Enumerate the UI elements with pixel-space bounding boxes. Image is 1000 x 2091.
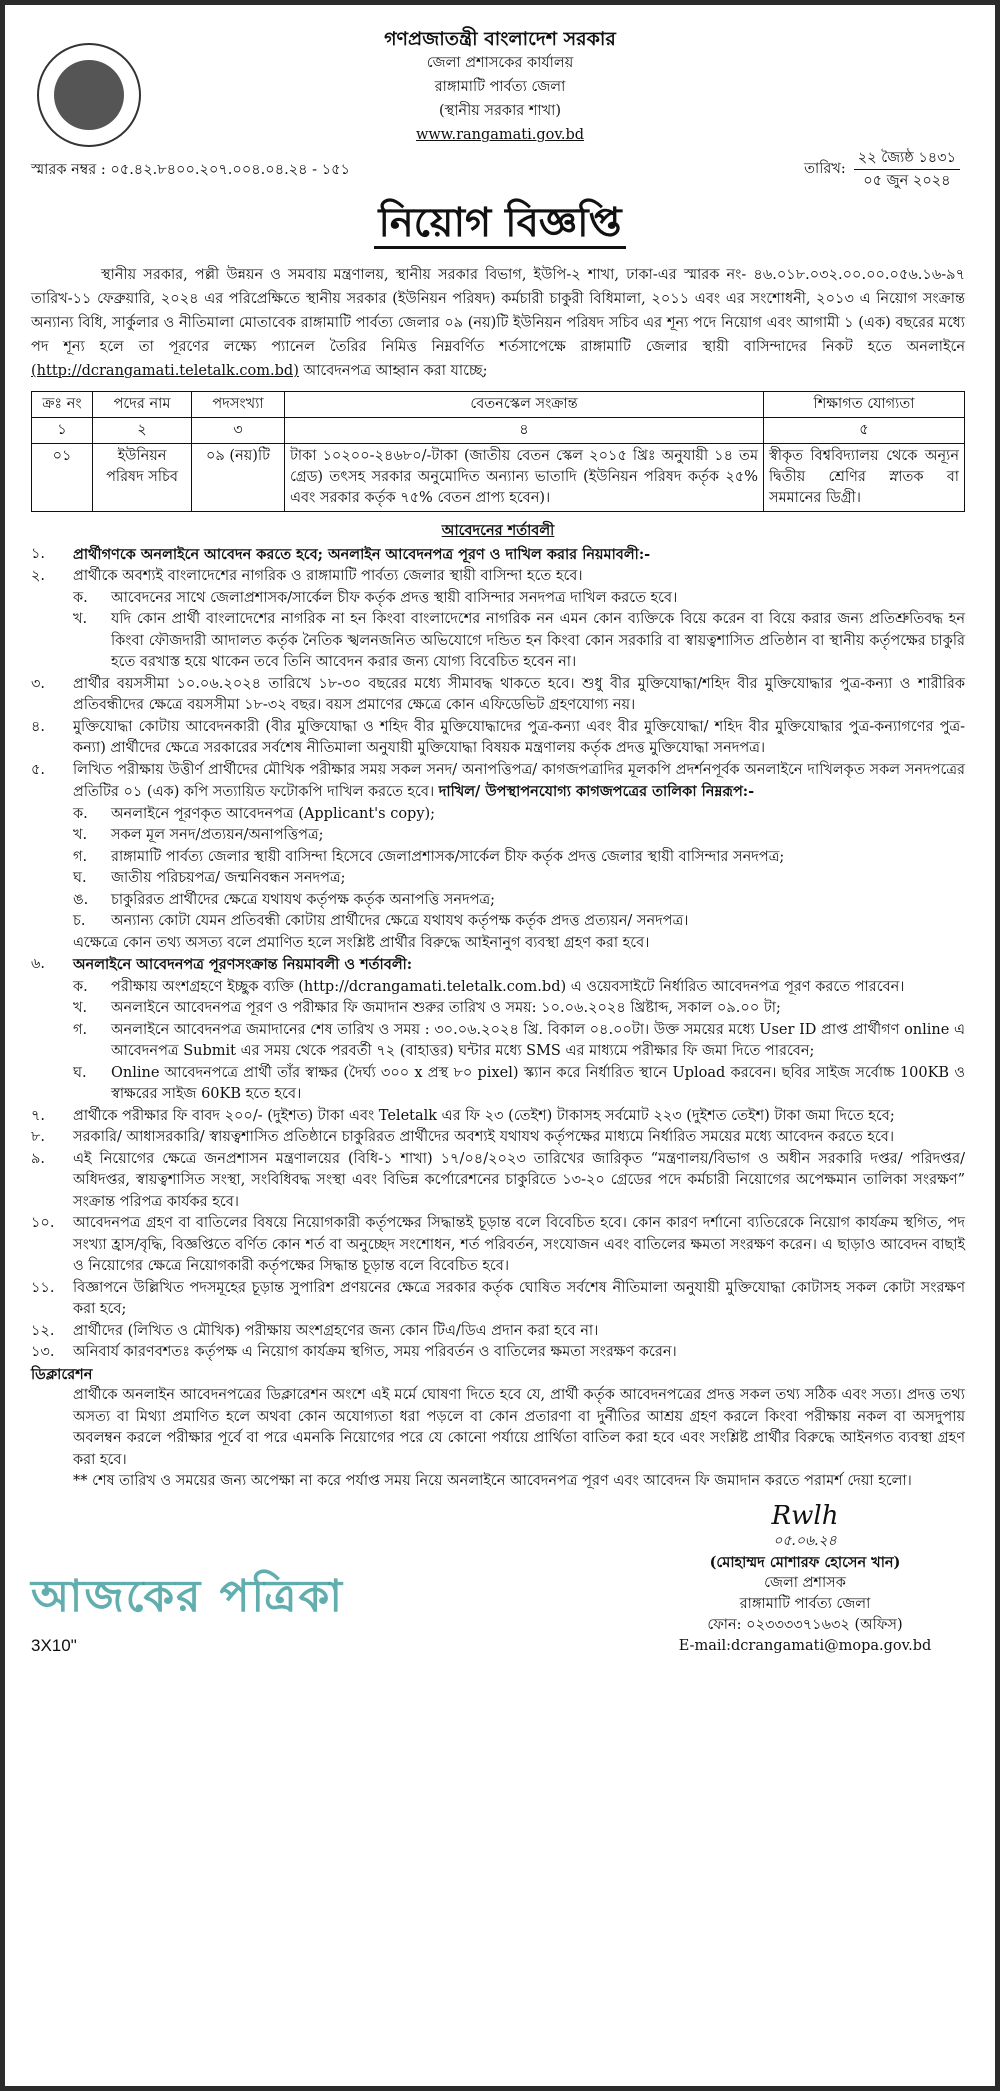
- declaration-text: প্রার্থীকে অনলাইন আবেদনপত্রের ডিক্লারেশন অংশে এই মর্মে ঘোষণা দিতে হবে যে, প্রার্থী কর্তৃক আবেদনপত্রের প্রদত্ত সকল তথ্য সঠিক এবং সত্য। প্রদত্ত তথ্য অসত্য বা মিথ্যা প্রমাণিত হলে অথবা কোন অযোগ্যতা ধরা পড়লে বা কোন প্রতারণা বা দুর্নীতির আশ্রয় গ্রহণ করলে কিংবা পরীক্ষায় নকল বা অসদুপায় অবলম্বন করলে পরীক্ষার পূর্বে বা পরে এমনকি নিয়োগের পরে যে কোনো পর্যায়ে প্রার্থিতা বাতিল করা হবে এবং সংশ্লিষ্ট প্রার্থীর বিরুদ্ধে আইনগত ব্যবস্থা গ্রহণ করা হবে।: [73, 1387, 965, 1468]
- intro-paragraph: [31, 263, 965, 383]
- notice-body: [31, 263, 965, 1657]
- sub-item: [73, 609, 965, 674]
- item-number: ৬.: [31, 956, 46, 972]
- sub-item: [73, 1020, 965, 1063]
- district-name: রাঙ্গামাটি পার্বত্য জেলা: [434, 79, 566, 95]
- item-text: প্রার্থীর বয়সসীমা ১০.০৬.২০২৪ তারিখে ১৮-৩০ বছরের মধ্যে সীমাবদ্ধ থাকতে হবে। শুধু বীর মুক্তিযোদ্ধা/শহিদ বীর মুক্তিযোদ্ধার পুত্র-কন্যা ও শারীরিক প্রতিবন্ধীদের ক্ষেত্রে বয়সসীমা ১৮-৩২ বছর। বয়স প্রমাণের ক্ষেত্রে কোন এফিডেভিট গ্রহণযোগ্য নয়।: [73, 675, 965, 713]
- sub-label: খ.: [73, 1000, 88, 1016]
- condition-item: [31, 760, 965, 955]
- signatory-name: (মোহাম্মদ মোশারফ হোসেন খান): [709, 1553, 901, 1571]
- table-index-row: [32, 418, 965, 444]
- date-bangla: ২২ জ্যৈষ্ঠ ১৪৩১: [854, 147, 960, 170]
- index-cell: ৩: [192, 418, 285, 444]
- sub-label: ঘ.: [73, 1064, 87, 1081]
- item-number: ১৩.: [31, 1344, 55, 1360]
- condition-item: [31, 674, 965, 717]
- government-seal-icon: [37, 43, 141, 147]
- item-text: প্রার্থীগণকে অনলাইনে আবেদন করতে হবে; অনলাইন আবেদনপত্র পূরণ ও দাখিল করার নিয়মাবলী:-: [73, 545, 651, 563]
- signatory-designation: জেলা প্রশাসক: [764, 1574, 846, 1591]
- sub-label: ঘ.: [73, 870, 87, 886]
- item-number: ৩.: [31, 675, 46, 692]
- sub-text: Online আবেদনপত্রে প্রার্থী তাঁর স্বাক্ষর (দৈর্ঘ্য ৩০০ x প্রস্থ ৮০ pixel) স্ক্যান করে নির্ধারিত স্থানে Upload করবেন। ছবির সাইজ সর্বোচ্চ 100KB ও স্বাক্ষরের সাইজ 60KB হতে হবে।: [111, 1064, 965, 1102]
- intro-tail: আবেদনপত্র আহ্বান করা যাচ্ছে;: [298, 363, 488, 379]
- page-title: [5, 197, 995, 258]
- sub-label: ক.: [73, 805, 88, 822]
- watermark: আজকের পত্রিকা: [31, 1570, 344, 1622]
- sub-item: [73, 825, 965, 847]
- sub-label: গ.: [73, 848, 88, 865]
- item-note: এক্ষেত্রে কোন তথ্য অসত্য বলে প্রমাণিত হলে সংশ্লিষ্ট প্রার্থীর বিরুদ্ধে আইনানুগ ব্যবস্থা গ্রহণ করা হবে।: [73, 934, 650, 951]
- condition-item: [31, 566, 965, 674]
- item-number: ১০.: [31, 1215, 55, 1231]
- condition-item: [31, 954, 965, 1106]
- email-address[interactable]: E-mail:dcrangamati@mopa.gov.bd: [678, 1637, 932, 1654]
- advice-text: ** শেষ তারিখ ও সময়ের জন্য অপেক্ষা না করে পর্যাপ্ত সময় নিয়ে অনলাইনে আবেদনপত্র পূরণ এবং আবেদন ফি জমাদান করতে পরামর্শ দেয়া হলো।: [73, 1473, 912, 1489]
- condition-item: [31, 1321, 965, 1343]
- conditions-section: [31, 520, 965, 1493]
- col-post-count: পদসংখ্যা: [192, 392, 285, 418]
- teletalk-link[interactable]: (http://dcrangamati.teletalk.com.bd): [31, 363, 299, 379]
- signature-block: [645, 1501, 965, 1657]
- condition-item: [31, 544, 965, 567]
- sub-label: ঙ.: [73, 891, 89, 908]
- sub-label: গ.: [73, 1021, 88, 1038]
- sub-item: [73, 1063, 965, 1106]
- sub-text: আবেদনের সাথে জেলাপ্রশাসক/সার্কেল চীফ কর্তৃক প্রদত্ত স্থায়ী বাসিন্দার সনদপত্র দাখিল করতে হবে।: [111, 589, 678, 606]
- sub-item: [73, 868, 965, 890]
- index-cell: ১: [32, 418, 93, 444]
- sub-text: যদি কোন প্রার্থী বাংলাদেশের নাগরিক না হন কিংবা বাংলাদেশের নাগরিক নন এমন কোন ব্যক্তিকে বিয়ে করেন বা বিয়ে করার জন্য প্রতিশ্রুতিবদ্ধ হন কিংবা ফৌজদারী আদালত কর্তৃক নৈতিক স্খলনজনিত অভিযোগে দন্ডিত হন কিংবা কোন সরকারি বা স্বায়ত্বশাসিত প্রতিষ্ঠান বা স্থানীয় কর্তৃপক্ষের চাকুরি হতে বরখাস্ত হয়ে থাকেন তবে তিনি আবেদন করার জন্য যোগ্য বিবেচিত হবেন না।: [111, 611, 965, 670]
- ad-size: 3X10": [31, 1635, 77, 1655]
- sub-label: ক.: [73, 589, 88, 606]
- phone-number: ফোন: ০২৩৩৩৩৭১৬৩২ (অফিস): [707, 1616, 903, 1633]
- condition-item: [31, 1149, 965, 1214]
- item-number: ৭.: [31, 1107, 46, 1124]
- signature-date: ০৫.০৬.২৪: [773, 1532, 837, 1549]
- sub-text: চাকুরিরত প্রার্থীদের ক্ষেত্রে যথাযথ কর্তৃপক্ষ কর্তৃক অনাপত্তি সনদপত্র;: [111, 891, 495, 908]
- date-english: ০৫ জুন ২০২৪: [863, 173, 951, 189]
- memo-number: স্মারক নম্বর : ০৫.৪২.৮৪০০.২০৭.০০৪.০৪.২৪ - ১৫১: [31, 162, 350, 178]
- item-text: প্রার্থীদের (লিখিত ও মৌখিক) পরীক্ষায় অংশগ্রহণের জন্য কোন টিএ/ডিএ প্রদান করা হবে না।: [73, 1322, 599, 1339]
- item-number: ১.: [31, 545, 46, 562]
- condition-item: [31, 1106, 965, 1128]
- col-pay-scale: বেতনস্কেল সংক্রান্ত: [285, 392, 764, 418]
- sub-item: [73, 804, 965, 826]
- item-bold-text: দাখিল/ উপস্থাপনযোগ্য কাগজপত্রের তালিকা নিম্নরূপ:-: [438, 783, 755, 800]
- condition-item: [31, 1213, 965, 1278]
- condition-item: [31, 1127, 965, 1149]
- conditions-heading: আবেদনের শর্তাবলী: [441, 522, 555, 539]
- item-text: সরকারি/ আধাসরকারি/ স্বায়ত্বশাসিত প্রতিষ্ঠানে চাকুরিরত প্রার্থীদের অবশ্যই যথাযথ কর্তৃপক্ষের মাধ্যমে নির্ধারিত সময়ের মধ্যে আবেদন করতে হবে।: [73, 1129, 895, 1145]
- sub-text: অনলাইনে আবেদনপত্র পূরণ ও পরীক্ষার ফি জমাদান শুরুর তারিখ ও সময়: ১০.০৬.২০২৪ খ্রিষ্টাব্দ, সকাল ০৯.০০ টা;: [111, 1000, 781, 1016]
- government-name: গণপ্রজাতন্ত্রী বাংলাদেশ সরকার: [384, 28, 616, 50]
- office-name: জেলা প্রশাসকের কার্যালয়: [426, 55, 574, 71]
- sub-text: জাতীয় পরিচয়পত্র/ জন্মনিবন্ধন সনদপত্র;: [111, 870, 346, 886]
- item-number: ১২.: [31, 1322, 55, 1339]
- sub-item: [73, 588, 965, 610]
- sub-item: [73, 847, 965, 869]
- col-qualification: শিক্ষাগত যোগ্যতা: [764, 392, 965, 418]
- item-number: ৮.: [31, 1129, 46, 1145]
- sub-text: অনলাইনে আবেদনপত্র জমাদানের শেষ তারিখ ও সময় : ৩০.০৬.২০২৪ খ্রি. বিকাল ০৪.০০টা। উক্ত সময়ের মধ্যে User ID প্রাপ্ত প্রার্থীগণ online এ আবেদনপত্র Submit এর সময় থেকে পরবর্তী ৭২ (বাহাত্তর) ঘন্টার মধ্যে SMS এর মাধ্যমে পরীক্ষার ফি জমা দিতে পারবেন;: [111, 1021, 965, 1059]
- item-text: লিখিত পরীক্ষায় উত্তীর্ণ প্রার্থীদের মৌখিক পরীক্ষার সময় সকল সনদ/ অনাপত্তিপত্র/ কাগজপত্রাদির মূলকপি প্রদর্শনপূর্বক অনলাইনে দাখিলকৃত সকল সনদপত্রের প্রতিটির ০১ (এক) কপি সত্যায়িত ফটোকপি দাখিল করতে হবে।: [73, 761, 965, 800]
- sub-label: খ.: [73, 827, 88, 843]
- item-text: এই নিয়োগের ক্ষেত্রে জনপ্রশাসন মন্ত্রণালয়ের (বিধি-১ শাখা) ১৭/০৪/২০২৩ তারিখের জারিকৃত “মন্ত্রণালয়/বিভাগ ও অধীন সরকারি দপ্তর/ পরিদপ্তর/ অধিদপ্তর, স্বায়ত্বশাসিত সংস্থা, সংবিধিবদ্ধ সংস্থা এবং বিভিন্ন কর্পোরেশনের চাকুরিতে ১৩-২০ গ্রেডের পদে কর্মচারী নিয়োগের অপেক্ষমান তালিকা সংরক্ষণ” সংক্রান্ত পরিপত্র কার্যকর হবে।: [73, 1150, 965, 1210]
- item-text: প্রার্থীকে পরীক্ষার ফি বাবদ ২০০/- (দুইশত) টাকা এবং Teletalk এর ফি ২৩ (তেইশ) টাকাসহ সর্বমোট ২২৩ (দুইশত তেইশ) টাকা জমা দিতে হবে;: [73, 1107, 895, 1124]
- sub-item: [73, 911, 965, 933]
- item-text: বিজ্ঞাপনে উল্লিখিত পদসমূহের চূড়ান্ত সুপারিশ প্রণয়নের ক্ষেত্রে সরকার কর্তৃক ঘোষিত সর্বশেষ নীতিমালা অনুযায়ী মুক্তিযোদ্ধা কোটাসহ সকল কোটা সংরক্ষণ করা হবে;: [73, 1279, 965, 1317]
- item-text: আবেদনপত্র গ্রহণ বা বাতিলের বিষয়ে নিয়োগকারী কর্তৃপক্ষের সিদ্ধান্তই চূড়ান্ত বলে বিবেচিত হবে। কোন কারণ দর্শানো ব্যতিরেকে নিয়োগ কার্যক্রম স্থগিত, পদ সংখ্যা হ্রাস/বৃদ্ধি, বিজ্ঞপ্তিতে বর্ণিত কোন শর্ত বা অনুচ্ছেদ সংশোধন, শর্ত পরিবর্তন, সংযোজন এবং বাতিলের ক্ষমতা সংরক্ষণ করেন। এ ছাড়াও আবেদন বাছাই ও নিয়োগের ক্ষেত্রে নিয়োগকারী কর্তৃপক্ষের সিদ্ধান্ত চূড়ান্ত বলে বিবেচিত হবে।: [73, 1215, 965, 1274]
- condition-item: [31, 1342, 965, 1364]
- item-text: প্রার্থীকে অবশ্যই বাংলাদেশের নাগরিক ও রাঙ্গামাটি পার্বত্য জেলার স্থায়ী বাসিন্দা হতে হবে।: [73, 568, 583, 584]
- sub-label: চ.: [73, 913, 86, 929]
- date-block: [804, 147, 960, 192]
- sub-item: [73, 890, 965, 912]
- sub-item: [73, 977, 965, 999]
- sub-text: সকল মূল সনদ/প্রত্যয়ন/অনাপত্তিপত্র;: [111, 827, 324, 843]
- signature-scrawl: Rwlh: [771, 1500, 839, 1531]
- item-number: ৪.: [31, 718, 46, 735]
- item-number: ৫.: [31, 761, 46, 778]
- pay-scale-cell: টাকা ১০২০০-২৪৬৮০/-টাকা (জাতীয় বেতন স্কেল ২০১৫ খ্রিঃ অনুযায়ী ১৪ তম গ্রেড) তৎসহ সরকার অনুমোদিত অন্যান্য ভাতাদি (ইউনিয়ন পরিষদ কর্তৃক ২৫% এবং সরকার কর্তৃক ৭৫% বেতন প্রাপ্য হবেন)।: [285, 444, 764, 512]
- sub-text: অন্যান্য কোটা যেমন প্রতিবন্ধী কোটায় প্রার্থীদের ক্ষেত্রে যথাযথ কর্তৃপক্ষ কর্তৃক প্রদত্ত প্রত্যয়ন/ সনদপত্র।: [111, 913, 689, 929]
- title-text: নিয়োগ বিজ্ঞপ্তি: [374, 199, 625, 249]
- post-name-cell: ইউনিয়ন পরিষদ সচিব: [93, 444, 192, 512]
- index-cell: ৪: [285, 418, 764, 444]
- letterhead: [155, 27, 845, 147]
- sub-text: অনলাইনে পূরণকৃত আবেদনপত্র (Applicant's copy);: [111, 805, 436, 822]
- table-row: [32, 444, 965, 512]
- qualification-cell: স্বীকৃত বিশ্ববিদ্যালয় থেকে অন্যূন দ্বিতীয় শ্রেণির স্নাতক বা সমমানের ডিগ্রী।: [764, 444, 965, 512]
- footer-row: [31, 1501, 965, 1657]
- item-text: অনিবার্য কারণবশতঃ কর্তৃপক্ষ এ নিয়োগ কার্যক্রম স্থগিত, সময় পরিবর্তন ও বাতিলের ক্ষমতা সংরক্ষণ করেন।: [73, 1344, 677, 1360]
- sub-item: [73, 998, 965, 1020]
- condition-item: [31, 1278, 965, 1321]
- col-serial: ক্রঃ নং: [32, 392, 93, 418]
- index-cell: ২: [93, 418, 192, 444]
- declaration-heading: ডিক্লারেশন: [31, 1365, 93, 1383]
- branch-name: (স্থানীয় সরকার শাখা): [438, 103, 562, 119]
- intro-text: স্থানীয় সরকার, পল্লী উন্নয়ন ও সমবায় মন্ত্রণালয়, স্থানীয় সরকার বিভাগ, ইউপি-২ শাখা, ঢাকা-এর স্মারক নং- ৪৬.০১৮.০৩২.০০.০০.০৫৬.১৬-৯৭ তারিখ-১১ ফেব্রুয়ারি, ২০২৪ এর পরিপ্রেক্ষিতে স্থানীয় সরকার (ইউনিয়ন পরিষদ) কর্মচারী চাকুরী বিধিমালা, ২০১১ এবং এর সংশোধনী, ২০১৩ এ নিয়োগ সংক্রান্ত অন্যান্য বিধি, সার্কুলার ও নীতিমালা মোতাবেক রাঙ্গামাটি পার্বত্য জেলার ০৯ (নয়)টি ইউনিয়ন পরিষদ সচিব এর শূন্য পদে নিয়োগ এবং আগামী ১ (এক) বছরের মধ্যে পদ শূন্য হলে তা পূরণের লক্ষ্যে প্যানেল তৈরির নিমিত্ত নিম্নবর্ণিত শর্তসাপেক্ষে রাঙ্গামাটি জেলার স্থায়ী বাসিন্দাদের নিকট হতে অনলাইনে: [31, 267, 965, 355]
- index-cell: ৫: [764, 418, 965, 444]
- item-text: অনলাইনে আবেদনপত্র পূরণসংক্রান্ত নিয়মাবলী ও শর্তাবলী:: [73, 956, 413, 973]
- sub-label: ক.: [73, 978, 88, 995]
- item-number: ২.: [31, 568, 46, 584]
- condition-item: [31, 717, 965, 760]
- item-text: মুক্তিযোদ্ধা কোটায় আবেদনকারী (বীর মুক্তিযোদ্ধা ও শহিদ বীর মুক্তিযোদ্ধাদের পুত্র-কন্যা এবং বীর মুক্তিযোদ্ধা/ শহিদ বীর মুক্তিযোদ্ধার পুত্র-কন্যাগণের পুত্র-কন্যা) প্রার্থীদের ক্ষেত্রে সরকারের সর্বশেষ নীতিমালা অনুযায়ী মুক্তিযোদ্ধা বিষয়ক মন্ত্রণালয় কর্তৃক প্রদত্ত মুক্তিযোদ্ধা সনদপত্র।: [73, 718, 965, 756]
- footer-left: [31, 1569, 344, 1657]
- date-label: তারিখ:: [804, 160, 846, 177]
- post-table: [31, 391, 965, 512]
- bangladesh-map-icon: [54, 60, 124, 130]
- item-number: ৯.: [31, 1150, 46, 1167]
- sub-text: রাঙ্গামাটি পার্বত্য জেলার স্থায়ী বাসিন্দা হিসেবে জেলাপ্রশাসক/সার্কেল চীফ কর্তৃক প্রদত্ত জেলার স্থায়ী বাসিন্দার সনদপত্র;: [111, 848, 785, 865]
- col-post-name: পদের নাম: [93, 392, 192, 418]
- website-link[interactable]: www.rangamati.gov.bd: [415, 127, 585, 143]
- sub-label: খ.: [73, 611, 88, 627]
- sub-text: পরীক্ষায় অংশগ্রহণে ইচ্ছুক ব্যক্তি (http://dcrangamati.teletalk.com.bd) এ ওয়েবসাইটে নির্ধারিত আবেদনপত্র পূরণ করতে পারবেন।: [111, 978, 905, 995]
- serial-cell: ০১: [32, 444, 93, 512]
- item-number: ১১.: [31, 1279, 55, 1296]
- post-count-cell: ০৯ (নয়)টি: [192, 444, 285, 512]
- table-header-row: [32, 392, 965, 418]
- signatory-district: রাঙ্গামাটি পার্বত্য জেলা: [739, 1595, 871, 1612]
